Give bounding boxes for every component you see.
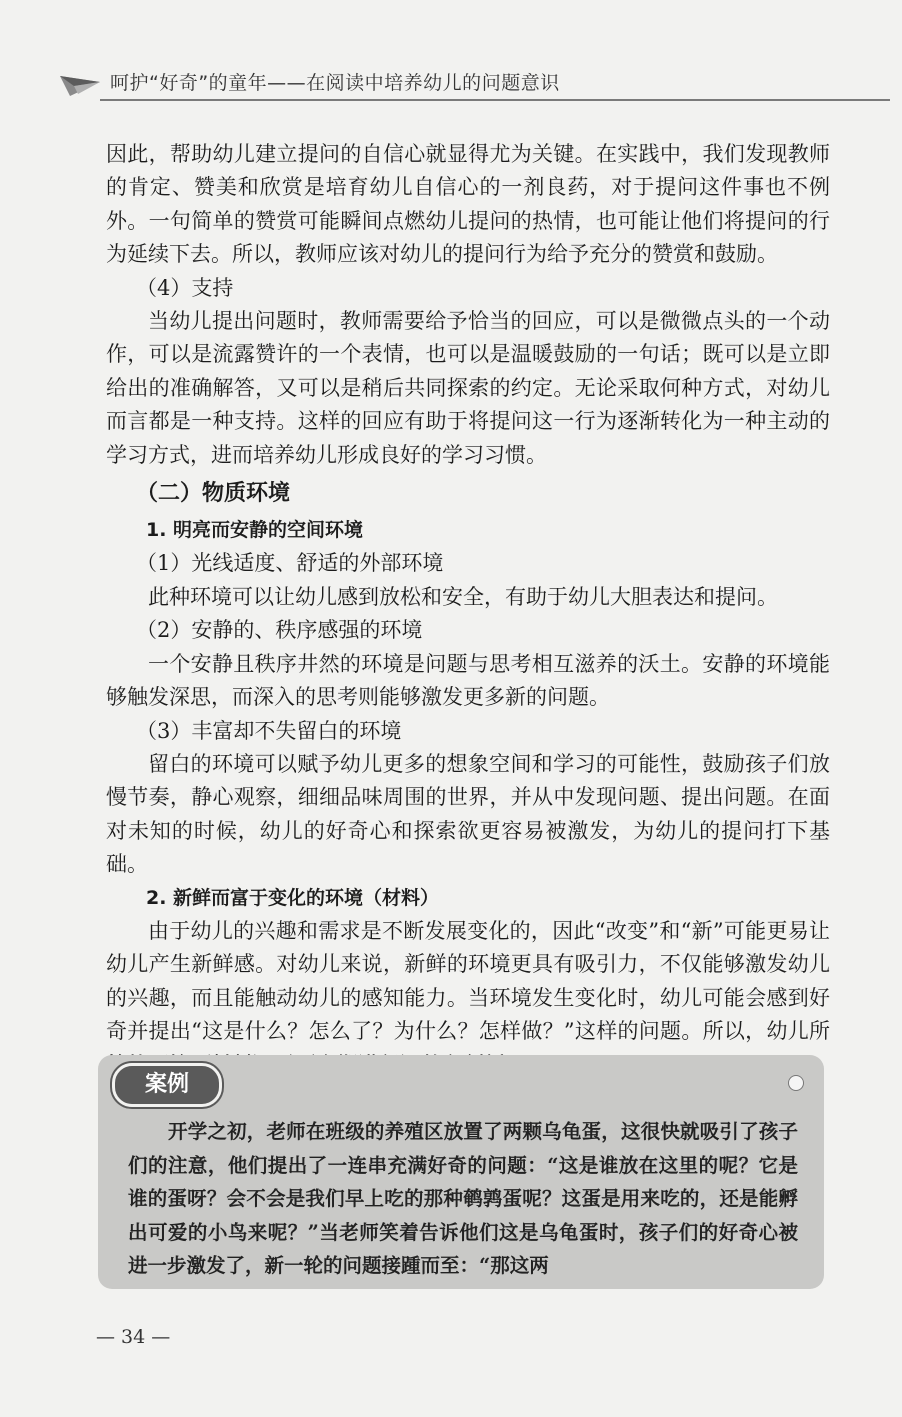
subheading-support: （4）支持 [136, 275, 234, 300]
case-text [128, 1115, 798, 1283]
paragraph-support: 当幼儿提出问题时，教师需要给予恰当的回应，可以是微微点头的一个动作，可以是流露赞许的一个表情，也可以是温暖鼓励的一句话；既可以是立即给出的准确解答，又可以是稍后共同探索的约定。无论采取何种方式，对幼儿而言都是一种支持。这样的回应有助于将提问这一行为逐渐转化为一种主动的学习方式，进而培养幼儿形成良好的学习习惯。 [106, 309, 830, 467]
subheading-lighting: （1）光线适度、舒适的外部环境 [136, 551, 444, 576]
subheading-whitespace: （3）丰富却不失留白的环境 [136, 718, 402, 743]
header-divider [100, 99, 890, 101]
paragraph-confidence: 因此，帮助幼儿建立提问的自信心就显得尤为关键。在实践中，我们发现教师的肯定、赞美和欣赏是培育幼儿自信心的一剂良药，对于提问这件事也不例外。一句简单的赞赏可能瞬间点燃幼儿提问的热情，也可能让他们将提问的行为延续下去。所以，教师应该对幼儿的提问行为给予充分的赞赏和鼓励。 [106, 142, 830, 267]
paragraph-fresh-environment: 由于幼儿的兴趣和需求是不断发展变化的，因此“改变”和“新”可能更易让幼儿产生新鲜感。对幼儿来说，新鲜的环境更具有吸引力，不仅能够激发幼儿的兴趣，而且能触动幼儿的感知能力。当环境发生变化时，幼儿可能会感到好奇并提出“这是什么？怎么了？为什么？怎样做？”这样的问题。所以，幼儿所 [106, 918, 830, 1044]
heading-fresh-changing-environment: 2. 新鲜而富于变化的环境（材料） [146, 886, 440, 909]
paragraph-whitespace: 留白的环境可以赋予幼儿更多的想象空间和学习的可能性，鼓励孩子们放慢节奏，静心观察，细细品味周围的世界，并从中发现问题、提出问题。在面对未知的时候，幼儿的好奇心和探索欲更容易被激发，为幼儿的提问打下基础。 [106, 751, 830, 877]
header-title: 呵护“好奇”的童年——在阅读中培养幼儿的问题意识 [110, 72, 560, 94]
paragraph-quiet-order: 一个安静且秩序井然的环境是问题与思考相互滋养的沃土。安静的环境能够触发深思，而深入的思考则能够激发更多新的问题。 [106, 651, 830, 710]
paragraph-lighting: 此种环境可以让幼儿感到放松和安全，有助于幼儿大胆表达和提问。 [148, 584, 778, 609]
case-tab [112, 1063, 222, 1107]
paper-plane-icon [60, 72, 100, 98]
case-paragraph: 开学之初，老师在班级的养殖区放置了两颗乌龟蛋，这很快就吸引了孩子们的注意，他们提出了一连串充满好奇的问题：“这是谁放在这里的呢？它是谁的蛋呀？会不会是我们早上吃的那种鹌鹑蛋呢？这蛋是用来吃的，还是能孵出可爱的小鸟来呢？”当老师笑着告诉他们这是乌龟蛋时，孩子们的好奇心被进一步激发了，新一轮的问题接踵而至：“那这两 [128, 1120, 798, 1277]
case-label: 案例 [144, 1072, 189, 1097]
main-content [106, 138, 830, 1082]
subheading-quiet-order: （2）安静的、秩序感强的环境 [136, 618, 423, 643]
section-heading-physical-environment: （二）物质环境 [136, 481, 291, 507]
running-header [60, 66, 860, 100]
page-number: — 34 — [96, 1326, 171, 1348]
case-box [98, 1055, 824, 1289]
circle-icon [788, 1075, 804, 1091]
heading-bright-quiet-space: 1. 明亮而安静的空间环境 [146, 519, 364, 542]
